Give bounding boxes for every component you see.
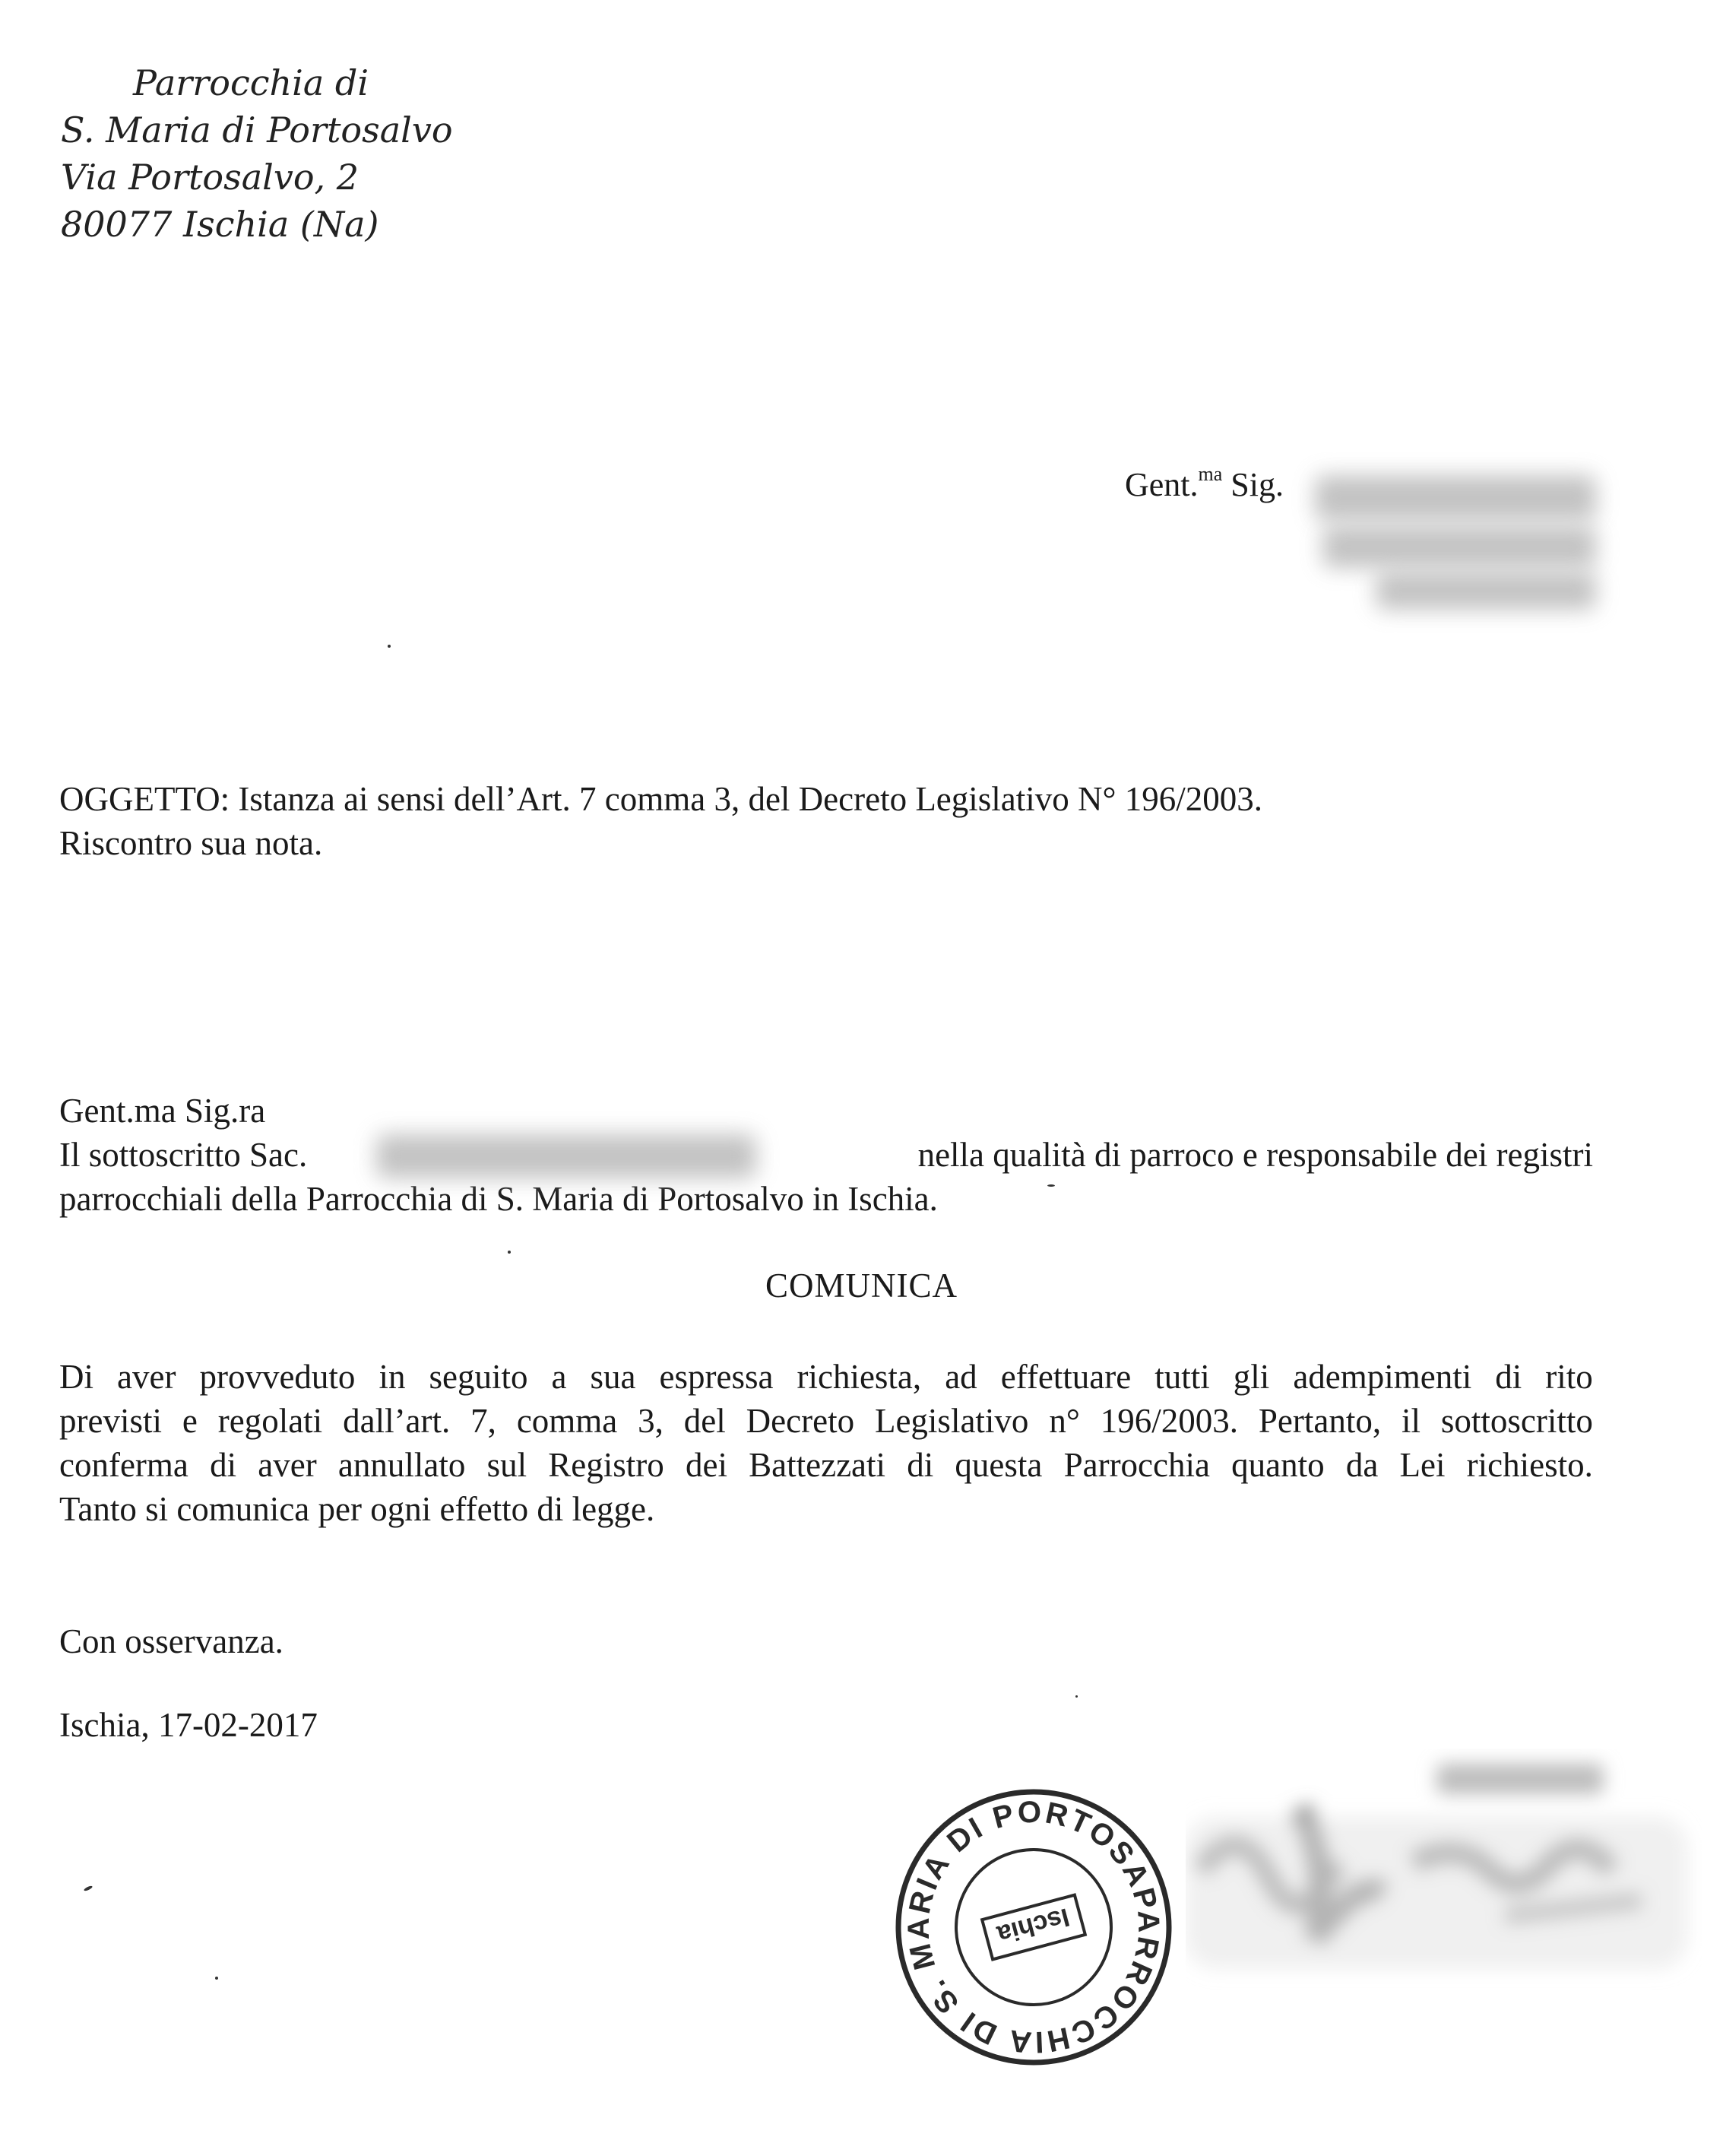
subject-note: Riscontro sua nota. xyxy=(59,824,323,862)
letterhead-city: 80077 Ischia (Na) xyxy=(61,204,379,245)
subject-line: OGGETTO: Istanza ai sensi dell’Art. 7 comma 3, del Decreto Legislativo N° 196/2003. xyxy=(59,780,1263,818)
intro-line2: parrocchiali della Parrocchia di S. Maria di Portosalvo in Ischia. xyxy=(59,1180,938,1218)
body-line-2: previsti e regolati dall’art. 7, comma 3, del Decreto Legislativo n° 196/2003. Pertanto, il sottoscritto xyxy=(59,1402,1593,1440)
intro-paragraph xyxy=(59,1133,1593,1221)
body-line-1: Di aver provveduto in seguito a sua espressa richiesta, ad effettuare tutti gli adempimenti di rito xyxy=(59,1358,1593,1396)
redacted-recipient-street xyxy=(1322,526,1596,568)
intro-part2: nella qualità di parroco e responsabile dei registri xyxy=(917,1136,1593,1174)
stamp-center-text: Ischia xyxy=(994,1902,1072,1949)
parish-stamp xyxy=(893,1787,1174,2068)
body-paragraph xyxy=(59,1355,1593,1531)
stamp-ring-text: PARROCCHIA DI S. MARIA DI PORTOSALVO xyxy=(901,1795,1166,2059)
recipient-salutation: Gent. xyxy=(1125,466,1199,503)
letterhead-church-name: S. Maria di Portosalvo xyxy=(61,109,453,151)
letterhead-parish: Parrocchia di xyxy=(133,62,369,103)
letterhead xyxy=(61,59,453,248)
closing: Con osservanza. xyxy=(59,1622,283,1660)
recipient-block xyxy=(1125,465,1284,504)
letterhead-street: Via Portosalvo, 2 xyxy=(61,157,359,198)
redacted-priest-name xyxy=(376,1134,756,1178)
redacted-recipient-city xyxy=(1376,572,1596,610)
body-line-4: Tanto si comunica per ogni effetto di legge. xyxy=(59,1490,655,1528)
recipient-title: Sig. xyxy=(1230,466,1284,503)
place-date: Ischia, 17-02-2017 xyxy=(59,1706,318,1744)
subject xyxy=(59,777,1593,865)
recipient-salutation-sup: ma xyxy=(1198,463,1223,486)
redacted-recipient-name xyxy=(1315,475,1596,521)
intro-part1: Il sottoscritto Sac. xyxy=(59,1136,308,1174)
greeting: Gent.ma Sig.ra xyxy=(59,1092,266,1130)
body-line-3: conferma di aver annullato sul Registro dei Battezzati di questa Parrocchia quanto da Lei richiesto. xyxy=(59,1446,1593,1484)
redacted-signature xyxy=(1186,1749,1702,2007)
comunica-heading: COMUNICA xyxy=(765,1267,958,1305)
